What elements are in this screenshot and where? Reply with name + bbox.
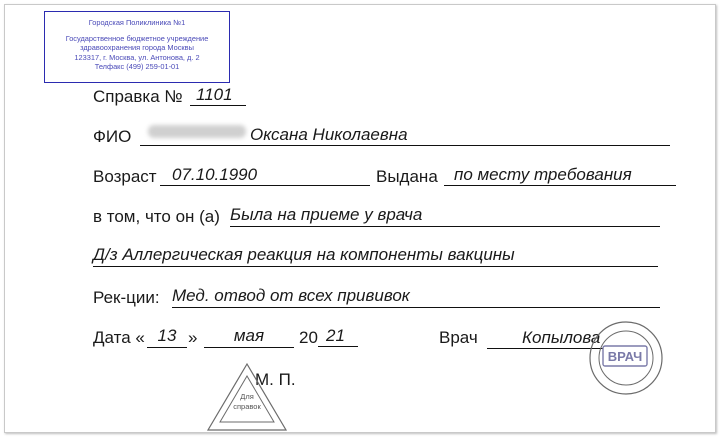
stamp-department: здравоохранения города Москвы	[80, 43, 194, 52]
stamp-address: 123317, г. Москва, ул. Антонова, д. 2	[74, 52, 200, 62]
certificate-number: 1101	[190, 85, 246, 106]
date-label: Дата «	[93, 328, 145, 347]
triangle-seal	[208, 364, 286, 430]
seal-place-label: М. П.	[255, 370, 296, 389]
doctor-label: Врач	[439, 328, 478, 347]
issued-label: Выдана	[376, 167, 438, 186]
statement-label: в том, что он (а)	[93, 207, 220, 226]
stamp-phone: Телфакс (499) 259-01-01	[94, 62, 180, 71]
issued-value: по месту требования	[444, 165, 676, 186]
fio-value: Оксана Николаевна	[140, 125, 670, 146]
age-label: Возраст	[93, 167, 157, 186]
fio-label: ФИО	[93, 127, 132, 146]
date-day: 13	[147, 326, 187, 348]
doctor-seal-text: ВРАЧ	[607, 349, 643, 364]
age-value: 07.10.1990	[160, 165, 370, 186]
recommendations-value: Мед. отвод от всех прививок	[172, 286, 660, 308]
recommendations-label: Рек-ции:	[93, 288, 160, 307]
date-month: мая	[204, 326, 294, 348]
diagnosis: Д/з Аллергическая реакция на компоненты вакцины	[93, 245, 658, 267]
triangle-seal-line1: Для	[240, 392, 254, 401]
doctor-name: Копылова	[522, 328, 601, 347]
certificate-title: Справка №	[93, 87, 183, 106]
stamp-clinic-name: Городская Поликлиника №1	[88, 18, 186, 27]
date-close-quote: »	[188, 328, 198, 347]
triangle-seal-line2: справок	[233, 402, 261, 411]
date-year-suffix: 21	[318, 326, 358, 347]
statement-value: Была на приеме у врача	[230, 205, 660, 227]
date-year-prefix: 20	[299, 328, 318, 347]
doctor-round-seal	[590, 322, 662, 394]
stamp-institution: Государственное бюджетное учреждение	[65, 33, 209, 43]
